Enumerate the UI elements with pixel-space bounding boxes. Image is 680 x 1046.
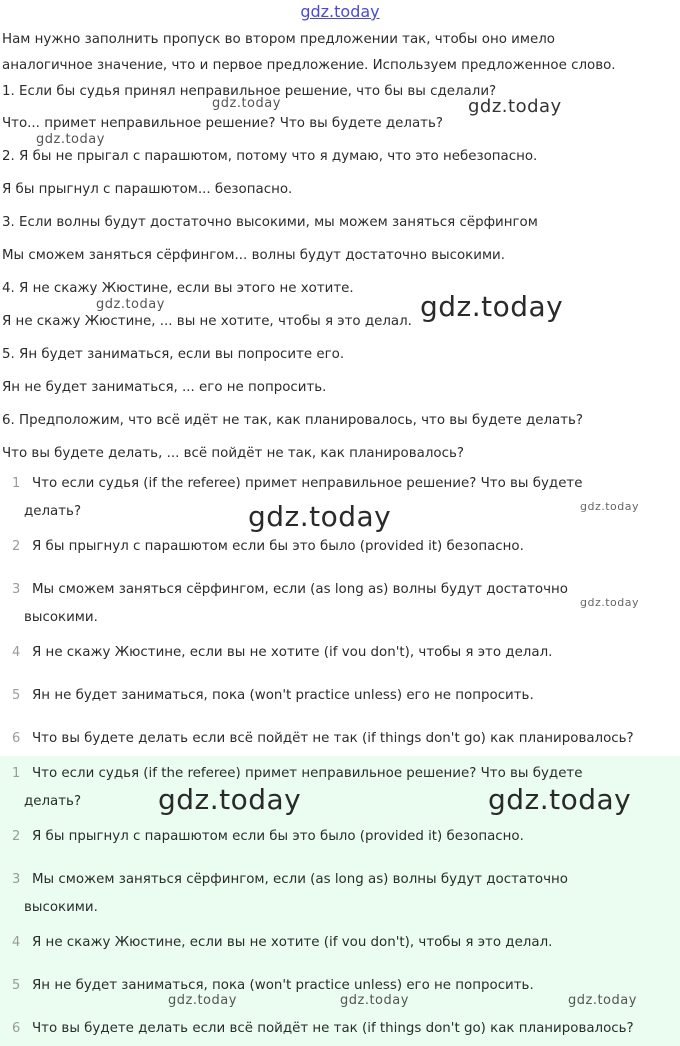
task-line: Ян не будет заниматься, ... его не попросить. xyxy=(2,380,327,395)
answer-text: Что вы будете делать если всё пойдёт не так (if things don't go) как планировалось? xyxy=(32,1021,634,1036)
answer-text: Я бы прыгнул с парашютом если бы это было (provided it) безопасно. xyxy=(32,829,524,844)
task-line: 4. Я не скажу Жюстине, если вы этого не хотите. xyxy=(2,281,354,296)
watermark: gdz.today xyxy=(468,96,562,117)
answer-text: Мы сможем заняться сёрфингом, если (as long as) волны будут достаточно xyxy=(32,582,568,597)
site-link[interactable]: gdz.today xyxy=(300,2,380,21)
task-line: Что... примет неправильное решение? Что вы будете делать? xyxy=(2,116,443,131)
task-line: 2. Я бы не прыгал с парашютом, потому что я думаю, что это небезопасно. xyxy=(2,149,538,164)
answer-continuation: делать? xyxy=(24,794,82,809)
answer-continuation: высокими. xyxy=(24,610,98,625)
answer-number: 5 xyxy=(12,978,21,993)
answer-text: Ян не будет заниматься, пока (won't practice unless) его не попросить. xyxy=(32,978,534,993)
watermark: gdz.today xyxy=(580,500,640,513)
watermark: gdz.today xyxy=(420,290,564,323)
answer-text: Я бы прыгнул с парашютом если бы это было (provided it) безопасно. xyxy=(32,539,524,554)
task-line: 3. Если волны будут достаточно высокими, мы можем заняться сёрфингом xyxy=(2,215,538,230)
watermark: gdz.today xyxy=(580,596,640,609)
watermark: gdz.today xyxy=(212,96,281,111)
answer-number: 6 xyxy=(12,1021,21,1036)
answer-text: Я не скажу Жюстине, если вы не хотите (if vou don't), чтобы я это делал. xyxy=(32,935,553,950)
answer-text: Что если судья (if the referee) примет неправильное решение? Что вы будете xyxy=(32,476,583,491)
answer-number: 5 xyxy=(12,688,21,703)
task-line: 1. Если бы судья принял неправильное решение, что бы вы сделали? xyxy=(2,84,497,99)
answer-number: 4 xyxy=(12,935,21,950)
answer-text: Я не скажу Жюстине, если вы не хотите (if vou don't), чтобы я это делал. xyxy=(32,645,553,660)
answer-number: 1 xyxy=(12,476,21,491)
answer-number: 3 xyxy=(12,872,21,887)
watermark: gdz.today xyxy=(168,993,237,1008)
task-line: 6. Предположим, что всё идёт не так, как планировалось, что вы будете делать? xyxy=(2,413,584,428)
answer-number: 1 xyxy=(12,766,21,781)
intro-line-1: Нам нужно заполнить пропуск во втором предложении так, чтобы оно имело xyxy=(2,32,555,47)
task-line: Мы сможем заняться сёрфингом... волны будут достаточно высокими. xyxy=(2,248,506,263)
task-line: Я не скажу Жюстине, ... вы не хотите, чтобы я это делал. xyxy=(2,314,412,329)
task-line: Что вы будете делать, ... всё пойдёт не так, как планировалось? xyxy=(2,446,464,461)
task-line: 5. Ян будет заниматься, если вы попросите его. xyxy=(2,347,345,362)
watermark: gdz.today xyxy=(96,297,165,312)
answer-number: 6 xyxy=(12,731,21,746)
answer-continuation: высокими. xyxy=(24,900,98,915)
answer-text: Что если судья (if the referee) примет неправильное решение? Что вы будете xyxy=(32,766,583,781)
answer-number: 3 xyxy=(12,582,21,597)
watermark: gdz.today xyxy=(340,993,409,1008)
answer-text: Что вы будете делать если всё пойдёт не так (if things don't go) как планировалось? xyxy=(32,731,634,746)
watermark: gdz.today xyxy=(158,783,302,816)
watermark: gdz.today xyxy=(36,132,105,147)
answer-number: 2 xyxy=(12,829,21,844)
watermark: gdz.today xyxy=(488,783,632,816)
answer-text: Мы сможем заняться сёрфингом, если (as long as) волны будут достаточно xyxy=(32,872,568,887)
answer-number: 2 xyxy=(12,539,21,554)
intro-line-2: аналогичное значение, что и первое предложение. Используем предложенное слово. xyxy=(2,58,616,73)
watermark: gdz.today xyxy=(248,500,392,533)
answer-number: 4 xyxy=(12,645,21,660)
answer-text: Ян не будет заниматься, пока (won't practice unless) его не попросить. xyxy=(32,688,534,703)
task-line: Я бы прыгнул с парашютом... безопасно. xyxy=(2,182,293,197)
answer-continuation: делать? xyxy=(24,504,82,519)
watermark: gdz.today xyxy=(568,993,637,1008)
